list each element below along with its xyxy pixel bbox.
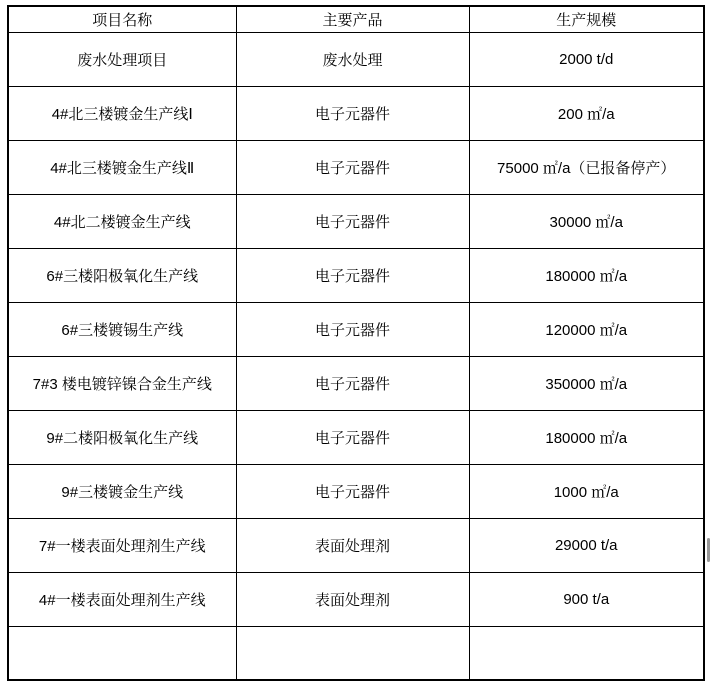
column-header-production-scale: 生产规模	[469, 6, 704, 32]
table-cell-main-product: 电子元器件	[236, 86, 469, 140]
table-body	[8, 32, 704, 680]
table-cell-production-scale	[469, 626, 704, 680]
table-cell-production-scale: 1000 ㎡/a	[469, 464, 704, 518]
table-cell-production-scale: 75000 ㎡/a（已报备停产）	[469, 140, 704, 194]
table-cell-project-name: 6#三楼阳极氧化生产线	[8, 248, 236, 302]
production-lines-table	[7, 5, 705, 681]
table-cell-project-name	[8, 626, 236, 680]
table-cell-production-scale: 350000 ㎡/a	[469, 356, 704, 410]
table-cell-project-name: 6#三楼镀锡生产线	[8, 302, 236, 356]
table-cell-production-scale: 200 ㎡/a	[469, 86, 704, 140]
table-cell-main-product: 电子元器件	[236, 248, 469, 302]
table-row	[8, 86, 704, 140]
table-cell-production-scale: 30000 ㎡/a	[469, 194, 704, 248]
table-cell-production-scale: 180000 ㎡/a	[469, 410, 704, 464]
table-row	[8, 302, 704, 356]
table-row	[8, 572, 704, 626]
table-row	[8, 248, 704, 302]
table-cell-main-product: 废水处理	[236, 32, 469, 86]
table-cell-production-scale: 900 t/a	[469, 572, 704, 626]
table-cell-project-name: 7#一楼表面处理剂生产线	[8, 518, 236, 572]
header-row	[8, 6, 704, 32]
table-row	[8, 194, 704, 248]
table-cell-main-product	[236, 626, 469, 680]
table-row	[8, 32, 704, 86]
table-header	[8, 6, 704, 32]
table-cell-main-product: 表面处理剂	[236, 572, 469, 626]
table-cell-main-product: 电子元器件	[236, 140, 469, 194]
table-row	[8, 626, 704, 680]
table-cell-production-scale: 29000 t/a	[469, 518, 704, 572]
table-row	[8, 464, 704, 518]
table-cell-project-name: 废水处理项目	[8, 32, 236, 86]
table-cell-main-product: 电子元器件	[236, 410, 469, 464]
column-header-project-name: 项目名称	[8, 6, 236, 32]
table-cell-project-name: 4#一楼表面处理剂生产线	[8, 572, 236, 626]
table-cell-project-name: 9#二楼阳极氧化生产线	[8, 410, 236, 464]
table-row	[8, 518, 704, 572]
table-cell-main-product: 表面处理剂	[236, 518, 469, 572]
table-cell-main-product: 电子元器件	[236, 302, 469, 356]
table-cell-project-name: 4#北三楼镀金生产线Ⅱ	[8, 140, 236, 194]
table-cell-main-product: 电子元器件	[236, 464, 469, 518]
table-cell-production-scale: 120000 ㎡/a	[469, 302, 704, 356]
table-cell-project-name: 9#三楼镀金生产线	[8, 464, 236, 518]
table-cell-project-name: 4#北二楼镀金生产线	[8, 194, 236, 248]
scrollbar-thumb[interactable]	[707, 538, 710, 562]
table-cell-project-name: 7#3 楼电镀锌镍合金生产线	[8, 356, 236, 410]
table-cell-production-scale: 180000 ㎡/a	[469, 248, 704, 302]
table-cell-main-product: 电子元器件	[236, 194, 469, 248]
table-row	[8, 140, 704, 194]
table-row	[8, 410, 704, 464]
column-header-main-product: 主要产品	[236, 6, 469, 32]
table-cell-production-scale: 2000 t/d	[469, 32, 704, 86]
table-cell-main-product: 电子元器件	[236, 356, 469, 410]
table-row	[8, 356, 704, 410]
table-cell-project-name: 4#北三楼镀金生产线Ⅰ	[8, 86, 236, 140]
